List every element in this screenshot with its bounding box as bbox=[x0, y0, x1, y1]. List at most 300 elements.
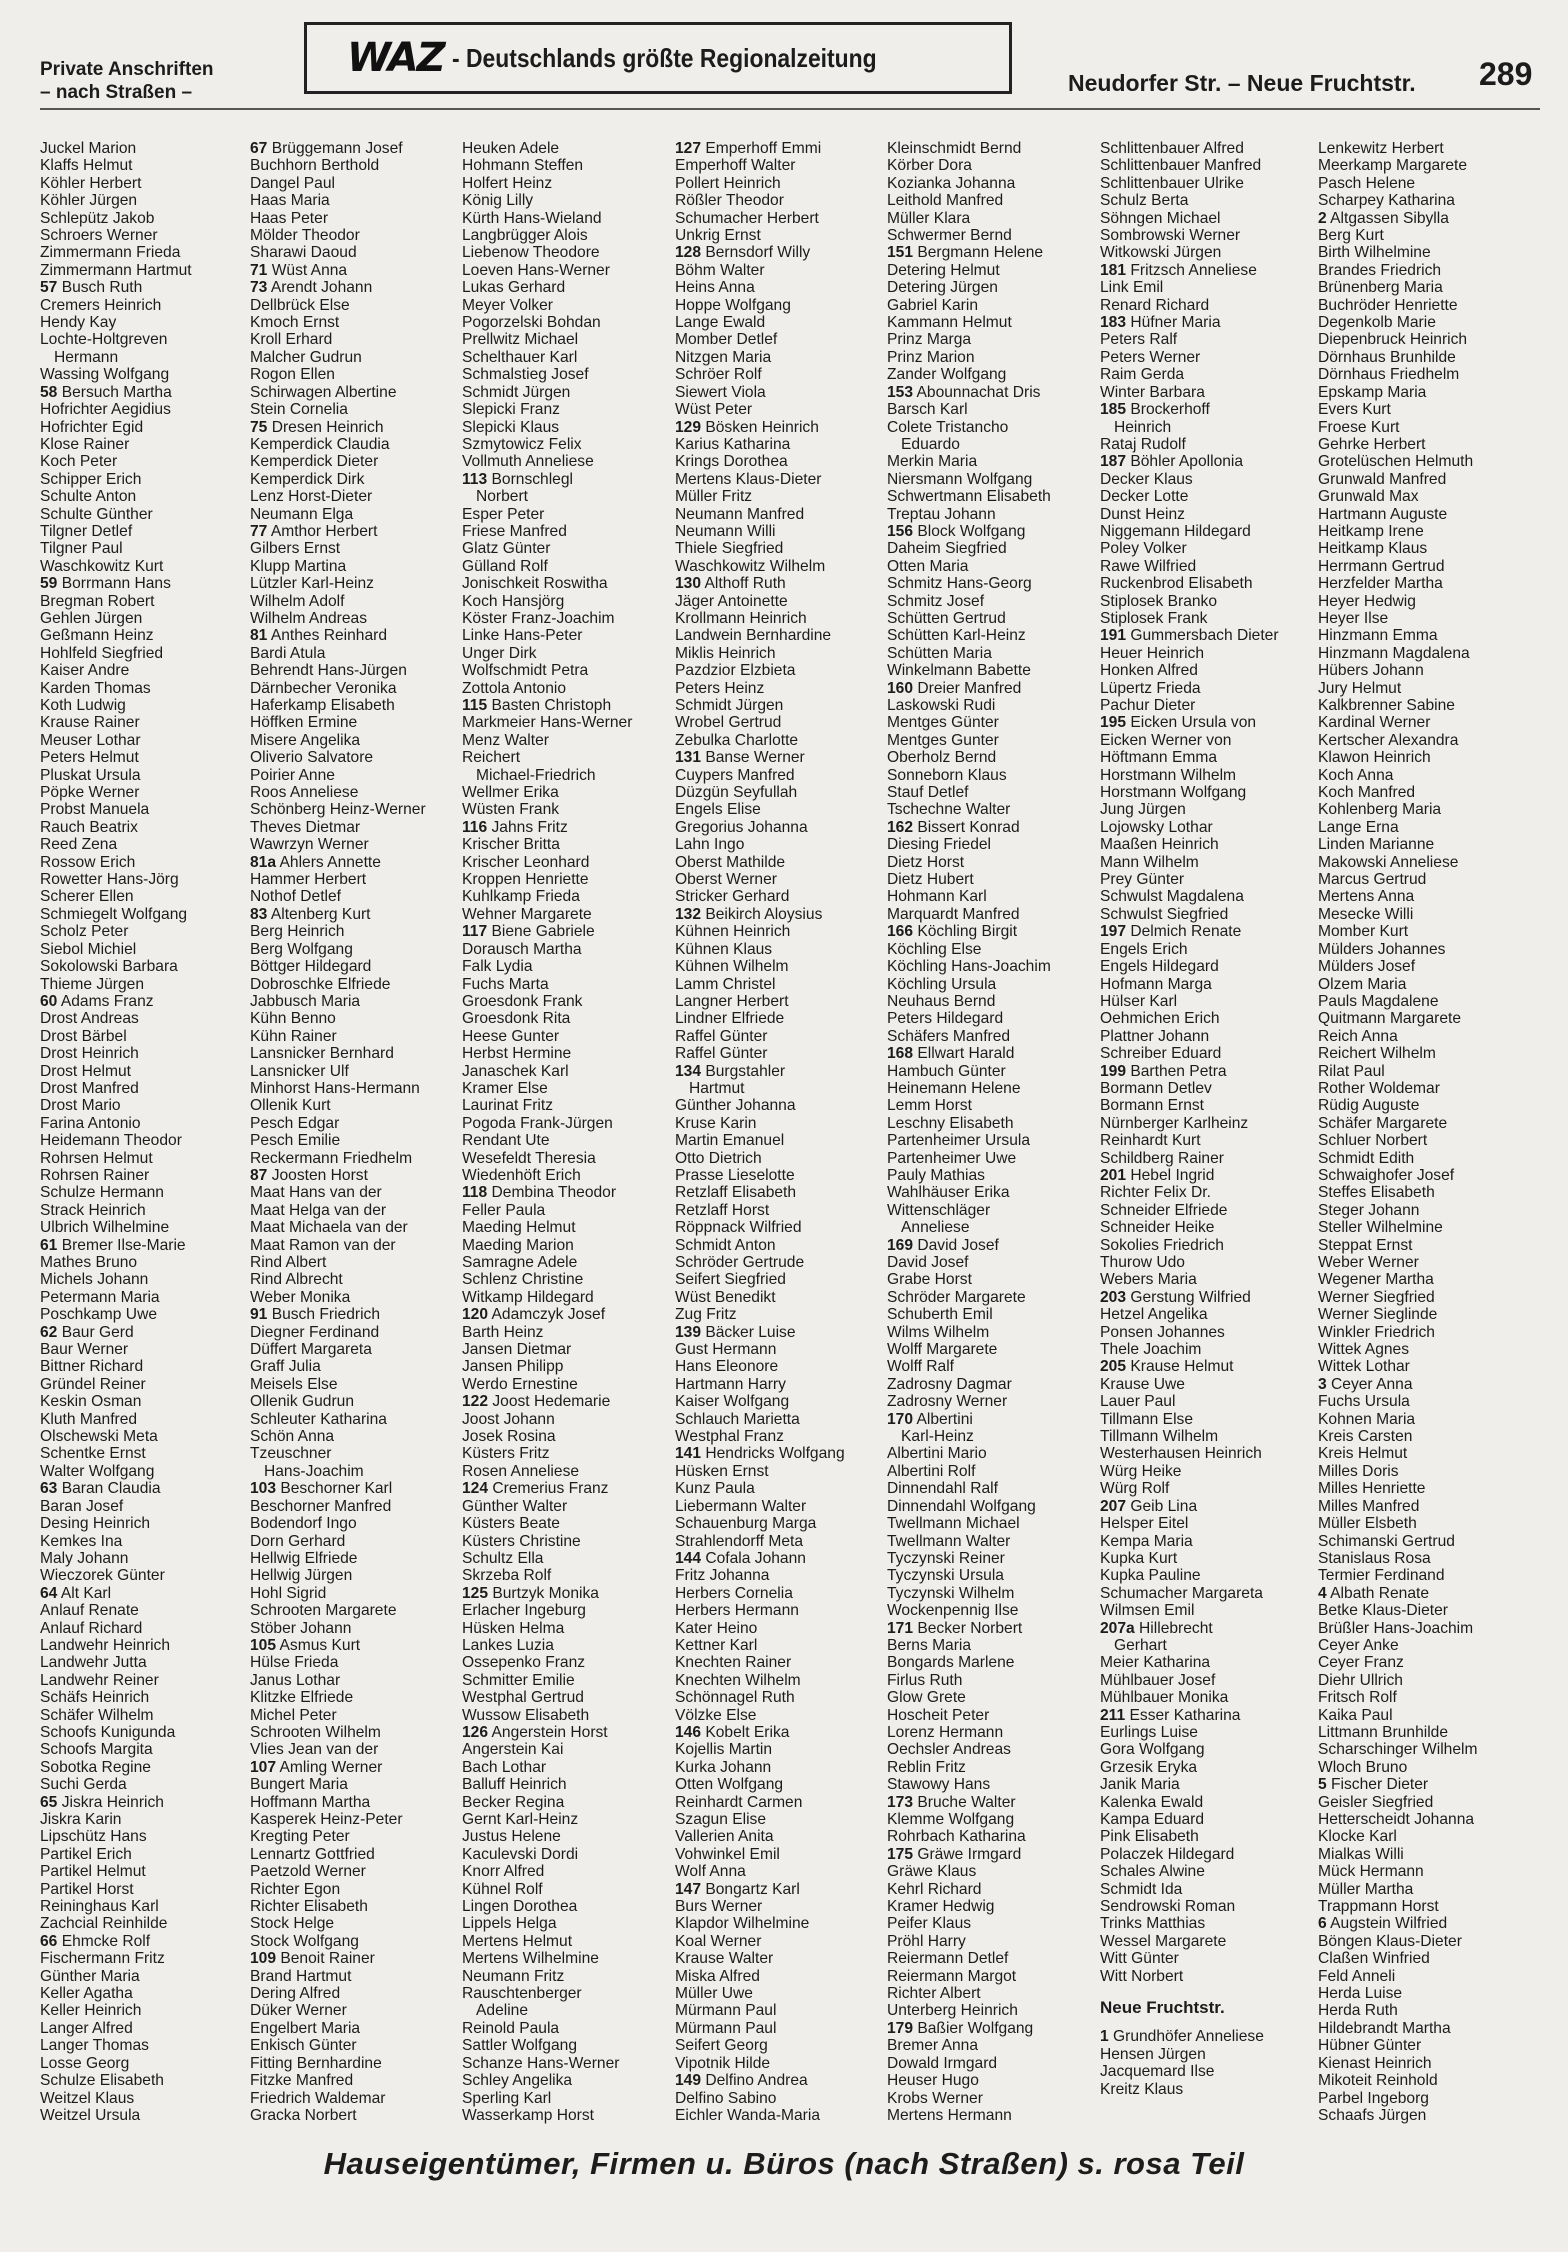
resident-entry: 191 Gummersbach Dieter bbox=[1100, 627, 1279, 645]
resident-entry: Krischer Leonhard bbox=[462, 853, 590, 871]
resident-entry: Thele Joachim bbox=[1100, 1341, 1202, 1359]
resident-entry: Bittner Richard bbox=[40, 1358, 144, 1376]
resident-entry: Mertens Klaus-Dieter bbox=[675, 470, 822, 488]
resident-entry: Hülser Karl bbox=[1100, 992, 1178, 1010]
resident-entry: Misere Angelika bbox=[250, 731, 361, 749]
resident-entry: Schipper Erich bbox=[40, 470, 142, 488]
resident-entry: Berg Wolfgang bbox=[250, 940, 353, 958]
resident-entry: Höftmann Emma bbox=[1100, 749, 1217, 767]
house-number: 168 bbox=[887, 1045, 914, 1063]
resident-entry: Weitzel Klaus bbox=[40, 2089, 135, 2107]
resident-entry: Knechten Rainer bbox=[675, 1654, 792, 1672]
house-number: 71 bbox=[250, 261, 268, 279]
resident-entry: Baur Werner bbox=[40, 1341, 129, 1359]
resident-entry: Stanislaus Rosa bbox=[1318, 1549, 1431, 1567]
resident-entry: Paetzold Werner bbox=[250, 1863, 366, 1881]
resident-entry: Sombrowski Werner bbox=[1100, 227, 1241, 245]
resident-entry: Koch Anna bbox=[1318, 766, 1394, 784]
resident-entry: Stricker Gerhard bbox=[675, 888, 790, 906]
resident-entry: Wiedenhöft Erich bbox=[462, 1166, 581, 1184]
resident-entry: Wittek Lothar bbox=[1318, 1358, 1410, 1376]
house-number: 144 bbox=[675, 1549, 702, 1567]
resident-entry: 173 Bruche Walter bbox=[887, 1793, 1016, 1811]
resident-entry: 125 Burtzyk Monika bbox=[462, 1584, 599, 1602]
house-number: 113 bbox=[462, 470, 488, 488]
resident-entry: Haas Peter bbox=[250, 209, 329, 227]
resident-entry: 203 Gerstung Wilfried bbox=[1100, 1288, 1251, 1306]
resident-entry: Justus Helene bbox=[462, 1828, 561, 1846]
resident-entry: Raffel Günter bbox=[675, 1045, 768, 1063]
resident-entry: Landwehr Heinrich bbox=[40, 1636, 171, 1654]
resident-entry: Müller Uwe bbox=[675, 1985, 753, 2003]
resident-entry: 63 Baran Claudia bbox=[40, 1480, 161, 1498]
resident-entry: Strack Heinrich bbox=[40, 1201, 146, 1219]
resident-entry: Schlittenbauer Alfred bbox=[1100, 140, 1244, 157]
resident-entry: Schütten Karl-Heinz bbox=[887, 627, 1026, 645]
resident-entry: Prinz Marga bbox=[887, 331, 972, 349]
resident-entry: Reich Anna bbox=[1318, 1027, 1398, 1045]
resident-entry: 134 Burgstahler bbox=[675, 1062, 786, 1080]
resident-entry: Rauch Beatrix bbox=[40, 818, 138, 836]
resident-entry: Ceyer Franz bbox=[1318, 1654, 1404, 1672]
resident-entry: Pollert Heinrich bbox=[675, 174, 781, 192]
resident-entry: Herbst Hermine bbox=[462, 1045, 572, 1063]
resident-entry: Peters Werner bbox=[1100, 348, 1201, 366]
resident-entry: Momber Detlef bbox=[675, 331, 778, 349]
resident-entry: Schäfers Manfred bbox=[887, 1027, 1011, 1045]
resident-entry: Günther Maria bbox=[40, 1967, 140, 1985]
resident-entry: Kardinal Werner bbox=[1318, 714, 1431, 732]
resident-entry: Nürnberger Karlheinz bbox=[1100, 1114, 1249, 1132]
resident-entry: Linke Hans-Peter bbox=[462, 627, 583, 645]
house-number: 146 bbox=[675, 1723, 702, 1741]
resident-entry: Hartmann Auguste bbox=[1318, 505, 1448, 523]
resident-entry: Parbel Ingeborg bbox=[1318, 2089, 1429, 2107]
resident-entry: Raim Gerda bbox=[1100, 366, 1185, 384]
resident-entry: Hellwig Elfriede bbox=[250, 1549, 358, 1567]
resident-entry: Rohrsen Helmut bbox=[40, 1149, 153, 1167]
resident-entry: Lemm Horst bbox=[887, 1097, 972, 1115]
resident-entry: Schäfer Margarete bbox=[1318, 1114, 1448, 1132]
resident-entry: Helsper Eitel bbox=[1100, 1515, 1189, 1533]
resident-entry: Schwulst Magdalena bbox=[1100, 888, 1244, 906]
resident-entry: Link Emil bbox=[1100, 279, 1164, 297]
resident-entry: Albertini Rolf bbox=[887, 1462, 976, 1480]
resident-entry-continued: Eduardo bbox=[901, 435, 960, 453]
house-number: 187 bbox=[1100, 453, 1127, 471]
resident-entry: Werner Sieglinde bbox=[1318, 1306, 1438, 1324]
resident-entry: Jäger Antoinette bbox=[675, 592, 788, 610]
resident-entry: Schmidt Ida bbox=[1100, 1880, 1183, 1898]
resident-entry: Kupka Kurt bbox=[1100, 1549, 1178, 1567]
resident-entry: Drost Helmut bbox=[40, 1062, 131, 1080]
resident-entry: Schmidt Jürgen bbox=[462, 383, 571, 401]
resident-entry: Minhorst Hans-Hermann bbox=[250, 1079, 420, 1097]
resident-entry: Keller Agatha bbox=[40, 1985, 133, 2003]
resident-entry: Weber Monika bbox=[250, 1288, 351, 1306]
resident-entry: 127 Emperhoff Emmi bbox=[675, 140, 822, 157]
resident-entry: Reinhardt Kurt bbox=[1100, 1132, 1201, 1150]
resident-entry: Kroppen Henriette bbox=[462, 871, 589, 889]
resident-entry: Olschewski Meta bbox=[40, 1428, 158, 1446]
resident-entry: Schreiber Eduard bbox=[1100, 1045, 1222, 1063]
resident-entry: Hüsken Helma bbox=[462, 1619, 565, 1637]
resident-entry: Wasserkamp Horst bbox=[462, 2106, 594, 2124]
resident-entry: Buchhorn Berthold bbox=[250, 157, 380, 175]
resident-entry: Krischer Britta bbox=[462, 836, 560, 854]
resident-entry: Schneider Elfriede bbox=[1100, 1201, 1228, 1219]
resident-entry: Günther Walter bbox=[462, 1497, 568, 1515]
resident-entry: Ruckenbrod Elisabeth bbox=[1100, 575, 1253, 593]
resident-entry: Herda Ruth bbox=[1318, 2002, 1398, 2020]
resident-entry: Hinzmann Magdalena bbox=[1318, 644, 1470, 662]
resident-entry: Reiermann Margot bbox=[887, 1967, 1017, 1985]
resident-entry: Detering Helmut bbox=[887, 261, 1000, 279]
resident-entry: Tzeuschner bbox=[250, 1445, 332, 1463]
resident-entry: Werner Siegfried bbox=[1318, 1288, 1435, 1306]
resident-entry: Düker Werner bbox=[250, 2002, 347, 2020]
resident-entry: Mialkas Willi bbox=[1318, 1845, 1404, 1863]
resident-entry: Heese Gunter bbox=[462, 1027, 560, 1045]
resident-entry: Schleuter Katharina bbox=[250, 1410, 387, 1428]
resident-entry: Schäfs Heinrich bbox=[40, 1689, 150, 1707]
resident-entry: Waschkowitz Wilhelm bbox=[675, 557, 826, 575]
resident-entry: Wüst Benedikt bbox=[675, 1288, 776, 1306]
resident-entry: Drost Bärbel bbox=[40, 1027, 127, 1045]
resident-entry: Dobroschke Elfriede bbox=[250, 975, 391, 993]
resident-entry: Lüpertz Frieda bbox=[1100, 679, 1201, 697]
resident-entry: Barth Heinz bbox=[462, 1323, 544, 1341]
resident-entry: Vipotnik Hilde bbox=[675, 2054, 771, 2072]
resident-entry: Dinnendahl Ralf bbox=[887, 1480, 998, 1498]
resident-entry: 109 Benoit Rainer bbox=[250, 1950, 375, 1968]
resident-entry: Farina Antonio bbox=[40, 1114, 141, 1132]
resident-entry: Mesecke Willi bbox=[1318, 905, 1414, 923]
resident-entry: Klupp Martina bbox=[250, 557, 347, 575]
resident-entry: Petermann Maria bbox=[40, 1288, 160, 1306]
resident-entry: Meerkamp Margarete bbox=[1318, 157, 1468, 175]
resident-entry: 139 Bäcker Luise bbox=[675, 1323, 796, 1341]
resident-entry: Hübner Günter bbox=[1318, 2037, 1422, 2055]
resident-entry: Oliverio Salvatore bbox=[250, 749, 374, 767]
resident-entry: Gregorius Johanna bbox=[675, 818, 808, 836]
resident-entry: Zug Fritz bbox=[675, 1306, 737, 1324]
resident-entry: Hans Eleonore bbox=[675, 1358, 779, 1376]
resident-entry: Mann Wilhelm bbox=[1100, 853, 1199, 871]
resident-entry: Kemperdick Dieter bbox=[250, 453, 379, 471]
resident-entry-continued: Hartmut bbox=[689, 1079, 745, 1097]
resident-entry: Delfino Sabino bbox=[675, 2089, 777, 2107]
resident-entry: Olzem Maria bbox=[1318, 975, 1407, 993]
resident-entry: Koth Ludwig bbox=[40, 697, 126, 714]
resident-entry: Hüsken Ernst bbox=[675, 1462, 769, 1480]
waz-slogan: - Deutschlands größte Regionalzeitung bbox=[451, 42, 877, 73]
house-number: 131 bbox=[675, 749, 702, 767]
house-number: 156 bbox=[887, 522, 914, 540]
house-number: 201 bbox=[1100, 1166, 1127, 1184]
resident-entry: Wahlhäuser Erika bbox=[887, 1184, 1010, 1202]
resident-entry: Kühn Rainer bbox=[250, 1027, 337, 1045]
resident-entry: Poschkamp Uwe bbox=[40, 1306, 157, 1324]
resident-entry: Marquardt Manfred bbox=[887, 905, 1020, 923]
resident-entry: Balluff Heinrich bbox=[462, 1776, 567, 1794]
resident-entry: Reinold Paula bbox=[462, 2019, 560, 2037]
resident-entry: König Lilly bbox=[462, 192, 534, 210]
resident-entry: Maeding Helmut bbox=[462, 1219, 576, 1237]
resident-entry: Partikel Horst bbox=[40, 1880, 134, 1898]
resident-entry: Kalkbrenner Sabine bbox=[1318, 697, 1455, 714]
resident-entry: Richter Elisabeth bbox=[250, 1898, 368, 1916]
resident-entry: Fritz Johanna bbox=[675, 1567, 770, 1585]
resident-entry: Schultz Ella bbox=[462, 1549, 544, 1567]
resident-entry: 81a Ahlers Annette bbox=[250, 853, 381, 871]
resident-entry: Mertens Hermann bbox=[887, 2106, 1012, 2124]
resident-entry: Stiplosek Frank bbox=[1100, 609, 1208, 627]
resident-entry: Schmitz Hans-Georg bbox=[887, 575, 1032, 593]
resident-entry: Hendy Kay bbox=[40, 314, 117, 332]
resident-entry: Gehrke Herbert bbox=[1318, 435, 1426, 453]
resident-entry: Weber Werner bbox=[1318, 1254, 1419, 1271]
resident-entry: Ulbrich Wilhelmine bbox=[40, 1219, 170, 1237]
resident-entry: Horstmann Wolfgang bbox=[1100, 784, 1247, 802]
resident-entry: Rossow Erich bbox=[40, 853, 136, 871]
resident-entry: Rohrsen Rainer bbox=[40, 1166, 150, 1184]
resident-entry: Kluth Manfred bbox=[40, 1410, 138, 1428]
resident-entry: Otten Wolfgang bbox=[675, 1776, 784, 1794]
resident-entry: Heidemann Theodor bbox=[40, 1132, 182, 1150]
directory-column-3 bbox=[462, 140, 672, 2124]
resident-entry: Heinemann Helene bbox=[887, 1079, 1021, 1097]
resident-entry: Dowald Irmgard bbox=[887, 2054, 998, 2072]
resident-entry: Colete Tristancho bbox=[887, 418, 1009, 436]
resident-entry: 120 Adamczyk Josef bbox=[462, 1306, 606, 1324]
resident-entry: Klocke Karl bbox=[1318, 1828, 1397, 1846]
resident-entry: Honken Alfred bbox=[1100, 662, 1198, 680]
resident-entry: Schäfer Wilhelm bbox=[40, 1706, 154, 1724]
house-number: 4 bbox=[1318, 1584, 1327, 1602]
resident-entry: Schelthauer Karl bbox=[462, 348, 578, 366]
resident-entry: Reichert Wilhelm bbox=[1318, 1045, 1436, 1063]
resident-entry: Rother Woldemar bbox=[1318, 1079, 1440, 1097]
house-number: 185 bbox=[1100, 401, 1127, 419]
resident-entry: Detering Jürgen bbox=[887, 279, 998, 297]
resident-entry: 5 Fischer Dieter bbox=[1318, 1776, 1429, 1794]
resident-entry: Dörnhaus Friedhelm bbox=[1318, 366, 1460, 384]
resident-entry: Westphal Franz bbox=[675, 1428, 784, 1446]
resident-entry: Köchling Else bbox=[887, 940, 982, 958]
resident-entry: Vallerien Anita bbox=[675, 1828, 774, 1846]
resident-entry: 118 Dembina Theodor bbox=[462, 1184, 617, 1202]
resident-entry: 207 Geib Lina bbox=[1100, 1497, 1198, 1515]
resident-entry: Kozianka Johanna bbox=[887, 174, 1016, 192]
resident-entry: Retzlaff Elisabeth bbox=[675, 1184, 797, 1202]
resident-entry: Dangel Paul bbox=[250, 174, 335, 192]
resident-entry: Barsch Karl bbox=[887, 401, 968, 419]
resident-entry: 103 Beschorner Karl bbox=[250, 1480, 393, 1498]
resident-entry: Kohlenberg Maria bbox=[1318, 801, 1442, 819]
resident-entry: Lamm Christel bbox=[675, 975, 776, 993]
resident-entry: Friese Manfred bbox=[462, 522, 567, 540]
resident-entry: Liebermann Walter bbox=[675, 1497, 807, 1515]
resident-entry: Gernt Karl-Heinz bbox=[462, 1811, 579, 1828]
resident-entry: Klawon Heinrich bbox=[1318, 749, 1431, 767]
resident-entry: 156 Block Wolfgang bbox=[887, 522, 1026, 540]
resident-entry: Wolff Margarete bbox=[887, 1341, 998, 1359]
resident-entry: Bormann Detlev bbox=[1100, 1079, 1212, 1097]
resident-entry: Koch Hansjörg bbox=[462, 592, 565, 610]
resident-entry: Müller Martha bbox=[1318, 1880, 1414, 1898]
resident-entry: Wegener Martha bbox=[1318, 1271, 1434, 1289]
house-number: 87 bbox=[250, 1166, 268, 1184]
resident-entry: Klemme Wolfgang bbox=[887, 1811, 1015, 1828]
resident-entry: Schmalstieg Josef bbox=[462, 366, 589, 384]
resident-entry: Karius Katharina bbox=[675, 435, 791, 453]
resident-entry: Eurlings Luise bbox=[1100, 1723, 1198, 1741]
resident-entry: Hofrichter Egid bbox=[40, 418, 144, 436]
resident-entry: Juckel Marion bbox=[40, 140, 137, 157]
resident-entry: Koch Manfred bbox=[1318, 784, 1416, 802]
house-number: 81a bbox=[250, 853, 277, 871]
resident-entry: Dunst Heinz bbox=[1100, 505, 1185, 523]
resident-entry: Heyer Ilse bbox=[1318, 609, 1389, 627]
resident-entry: Kettner Karl bbox=[675, 1636, 758, 1654]
resident-entry: Otto Dietrich bbox=[675, 1149, 762, 1167]
resident-entry: Kohnen Maria bbox=[1318, 1410, 1416, 1428]
resident-entry: Langner Herbert bbox=[675, 992, 789, 1010]
resident-entry: Witt Norbert bbox=[1100, 1967, 1184, 1985]
resident-entry: Reblin Fritz bbox=[887, 1758, 966, 1776]
resident-entry: 211 Esser Katharina bbox=[1100, 1706, 1241, 1724]
resident-entry: 199 Barthen Petra bbox=[1100, 1062, 1227, 1080]
header-section-label bbox=[40, 58, 214, 104]
resident-entry: Leschny Elisabeth bbox=[887, 1114, 1014, 1132]
resident-entry: Zottola Antonio bbox=[462, 679, 567, 697]
resident-entry: Schulte Anton bbox=[40, 488, 137, 506]
resident-entry: Jansen Dietmar bbox=[462, 1341, 572, 1359]
resident-entry: Bormann Ernst bbox=[1100, 1097, 1205, 1115]
resident-entry: Sperling Karl bbox=[462, 2089, 552, 2107]
resident-entry: Liebenow Theodore bbox=[462, 244, 600, 262]
resident-entry: Hetzel Angelika bbox=[1100, 1306, 1208, 1324]
resident-entry: Horstmann Wilhelm bbox=[1100, 766, 1237, 784]
resident-entry: Kleinschmidt Bernd bbox=[887, 140, 1022, 157]
resident-entry: Klitzke Elfriede bbox=[250, 1689, 354, 1707]
resident-entry: Zimmermann Hartmut bbox=[40, 261, 192, 279]
resident-entry: Rogon Ellen bbox=[250, 366, 335, 384]
resident-entry: Michels Johann bbox=[40, 1271, 149, 1289]
resident-entry: Lojowsky Lothar bbox=[1100, 818, 1213, 836]
resident-entry: Tillmann Else bbox=[1100, 1410, 1194, 1428]
resident-entry: Siewert Viola bbox=[675, 383, 766, 401]
resident-entry: Anlauf Renate bbox=[40, 1602, 139, 1620]
resident-entry: 107 Amling Werner bbox=[250, 1758, 383, 1776]
resident-entry: Gülland Rolf bbox=[462, 557, 548, 575]
house-number: 203 bbox=[1100, 1288, 1127, 1306]
resident-entry-continued: Karl-Heinz bbox=[901, 1428, 974, 1446]
resident-entry: Reiermann Detlef bbox=[887, 1950, 1009, 1968]
resident-entry: Schlepütz Jakob bbox=[40, 209, 155, 227]
resident-entry: 171 Becker Norbert bbox=[887, 1619, 1023, 1637]
resident-entry: Sokolies Friedrich bbox=[1100, 1236, 1224, 1254]
resident-entry: Skrzeba Rolf bbox=[462, 1567, 552, 1585]
resident-entry: Wehner Margarete bbox=[462, 905, 592, 923]
resident-entry: Klaffs Helmut bbox=[40, 157, 133, 175]
resident-entry: Krause Uwe bbox=[1100, 1375, 1185, 1393]
resident-entry: Scharschinger Wilhelm bbox=[1318, 1741, 1478, 1759]
resident-entry: Ponsen Johannes bbox=[1100, 1323, 1225, 1341]
resident-entry: Schmitter Emilie bbox=[462, 1671, 575, 1689]
resident-entry: Weitzel Ursula bbox=[40, 2106, 141, 2124]
resident-entry: Heuer Heinrich bbox=[1100, 644, 1205, 662]
resident-entry: Rüdig Auguste bbox=[1318, 1097, 1420, 1115]
resident-entry: Westphal Gertrud bbox=[462, 1689, 584, 1707]
resident-entry: 153 Abounnachat Dris bbox=[887, 383, 1041, 401]
resident-entry: Schönberg Heinz-Werner bbox=[250, 801, 426, 819]
resident-entry: Schoofs Kunigunda bbox=[40, 1723, 176, 1741]
waz-banner bbox=[304, 22, 1012, 94]
resident-entry: Vollmuth Anneliese bbox=[462, 453, 594, 471]
resident-entry: Maat Hans van der bbox=[250, 1184, 382, 1202]
resident-entry: 62 Baur Gerd bbox=[40, 1323, 134, 1341]
resident-entry: Heitkamp Klaus bbox=[1318, 540, 1428, 558]
resident-entry: Böhm Walter bbox=[675, 261, 765, 279]
house-number: 179 bbox=[887, 2019, 914, 2037]
resident-entry: Steger Johann bbox=[1318, 1201, 1420, 1219]
resident-entry: Thurow Udo bbox=[1100, 1254, 1185, 1271]
resident-entry: 168 Ellwart Harald bbox=[887, 1045, 1015, 1063]
resident-entry: Gehlen Jürgen bbox=[40, 609, 143, 627]
resident-entry: Stiplosek Branko bbox=[1100, 592, 1218, 610]
resident-entry: Erlacher Ingeburg bbox=[462, 1602, 586, 1620]
resident-entry: Kühnel Rolf bbox=[462, 1880, 543, 1898]
resident-entry: Herda Luise bbox=[1318, 1985, 1403, 2003]
resident-entry: Fritsch Rolf bbox=[1318, 1689, 1397, 1707]
resident-entry: Schlittenbauer Manfred bbox=[1100, 157, 1262, 175]
header-rule bbox=[40, 108, 1540, 110]
resident-entry: Schulze Hermann bbox=[40, 1184, 164, 1202]
resident-entry: Därnbecher Veronika bbox=[250, 679, 397, 697]
house-number: 60 bbox=[40, 992, 58, 1010]
house-number: 61 bbox=[40, 1236, 58, 1254]
house-number: 115 bbox=[462, 697, 488, 714]
resident-entry: Schanze Hans-Werner bbox=[462, 2054, 620, 2072]
resident-entry: Niggemann Hildegard bbox=[1100, 522, 1251, 540]
resident-entry: Dorausch Martha bbox=[462, 940, 582, 958]
resident-entry: Meier Katharina bbox=[1100, 1654, 1211, 1672]
resident-entry: Schirwagen Albertine bbox=[250, 383, 397, 401]
resident-entry: Theves Dietmar bbox=[250, 818, 361, 836]
resident-entry: Kmoch Ernst bbox=[250, 314, 340, 332]
resident-entry: Zachcial Reinhilde bbox=[40, 1915, 168, 1933]
resident-entry: Drost Andreas bbox=[40, 1010, 139, 1028]
resident-entry: Desing Heinrich bbox=[40, 1515, 151, 1533]
resident-entry: 207a Hillebrecht bbox=[1100, 1619, 1213, 1637]
resident-entry: Neumann Fritz bbox=[462, 1967, 565, 1985]
house-number: 103 bbox=[250, 1480, 277, 1498]
resident-entry: Reinhardt Carmen bbox=[675, 1793, 803, 1811]
resident-entry: Dering Alfred bbox=[250, 1985, 341, 2003]
resident-entry: 128 Bernsdorf Willy bbox=[675, 244, 811, 262]
resident-entry: Schmidt Edith bbox=[1318, 1149, 1415, 1167]
resident-entry: Hellwig Jürgen bbox=[250, 1567, 353, 1585]
resident-entry: Geisler Siegfried bbox=[1318, 1793, 1434, 1811]
resident-entry: Glatz Günter bbox=[462, 540, 551, 558]
resident-entry: Hoscheit Peter bbox=[887, 1706, 990, 1724]
resident-entry: Krings Dorothea bbox=[675, 453, 788, 471]
resident-entry-continued: Norbert bbox=[476, 488, 528, 506]
resident-entry: 115 Basten Christoph bbox=[462, 697, 612, 714]
resident-entry: Gora Wolfgang bbox=[1100, 1741, 1205, 1759]
